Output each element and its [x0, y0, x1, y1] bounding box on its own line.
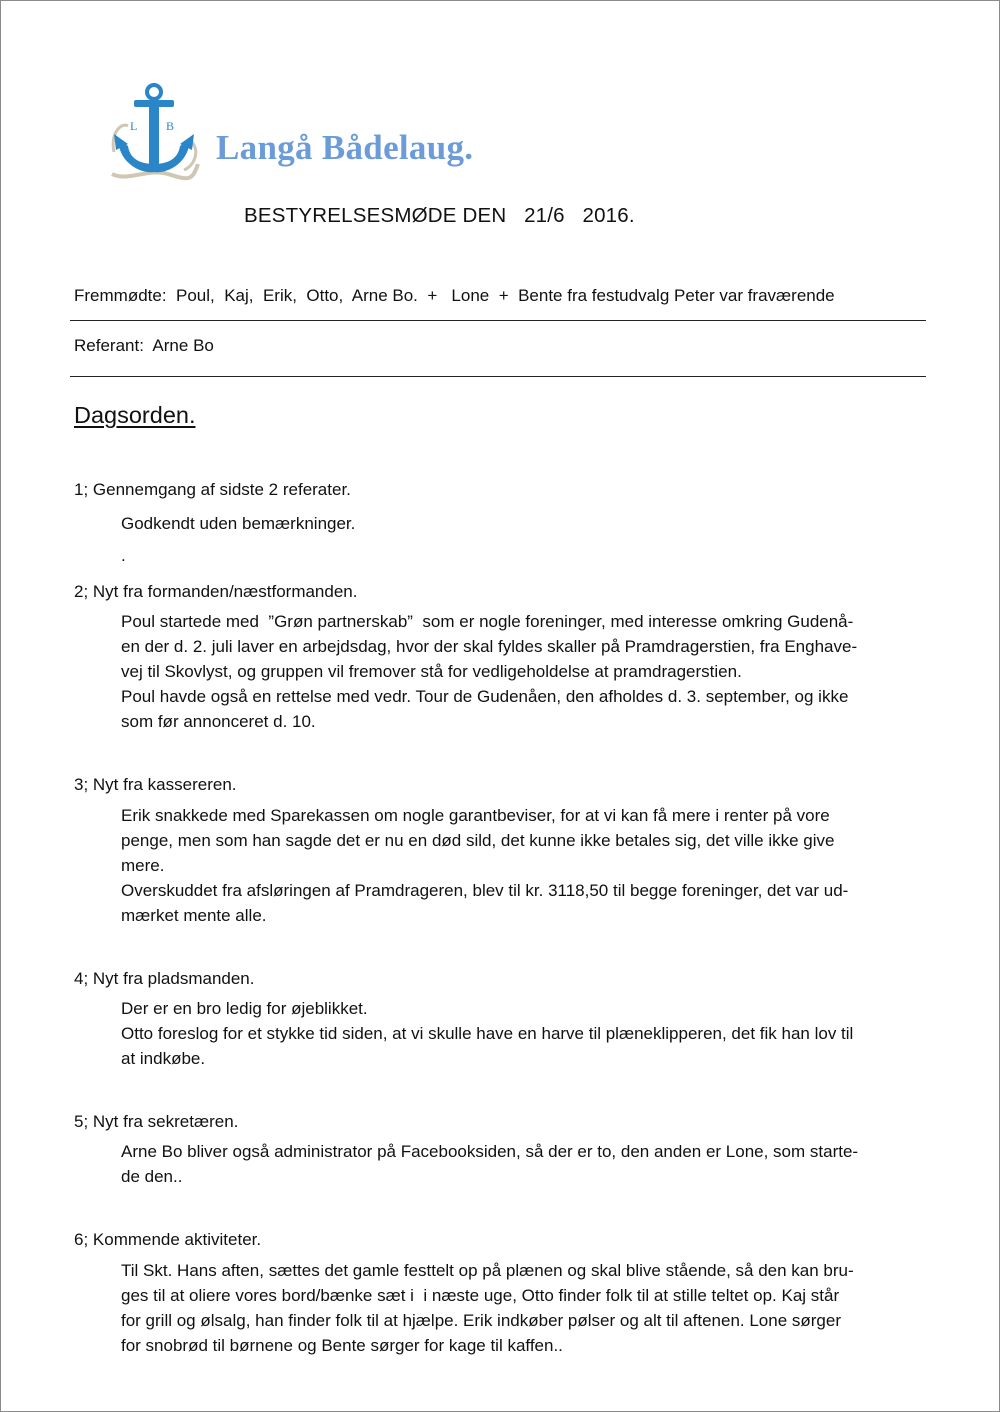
agenda-item-body: Godkendt uden bemærkninger.	[121, 514, 356, 533]
agenda-item-heading: 3; Nyt fra kassereren.	[74, 775, 237, 794]
agenda-item-body: Erik snakkede med Sparekassen om nogle garantbeviser, for at vi kan få mere i renter på vore penge, men som han sagde det er nu en død sild, det kunne ikke betales sig, det ville ikke give mere. Overskuddet fra afsløringen af Pramdrageren, blev til kr. 3118,50 til begge foreninger, det var ud- mærket mente alle.	[121, 806, 849, 925]
stray-dot: .	[121, 546, 126, 565]
agenda-item-body: Til Skt. Hans aften, sættes det gamle festtelt op på plænen og skal blive stående, så den kan bru- ges til at oliere vores bord/bænke sæt i i næste uge, Otto finder folk til at stille teltet op. Kaj står for grill og ølsalg, han finder folk til at hjælpe. Erik indkøber pølser og alt til aftenen. Lone sørger for snobrød til børnene og Bente sørger for kage til kaffen..	[121, 1261, 854, 1355]
divider-bottom	[70, 376, 926, 377]
attendees-line: Fremmødte: Poul, Kaj, Erik, Otto, Arne Bo. + Lone + Bente fra festudvalg Peter var fraværende	[74, 286, 835, 305]
referent-line: Referant: Arne Bo	[74, 336, 214, 355]
org-name: Langå Bådelaug.	[216, 128, 474, 167]
agenda-item-heading: 6; Kommende aktiviteter.	[74, 1230, 262, 1249]
agenda-item-body: Poul startede med ”Grøn partnerskab” som er nogle foreninger, med interesse omkring Gudenå- en der d. 2. juli laver en arbejdsdag, hvor der skal fyldes skaller på Pramdragerstien, fra Enghave- vej til Skovlyst, og gruppen vil fremover stå for vedligeholdelse at pramdragerstien. Poul havde også en rettelse med vedr. Tour de Gudenåen, den afholdes d. 3. september, og ikke som før annonceret d. 10.	[121, 612, 858, 731]
agenda-item-heading: 1; Gennemgang af sidste 2 referater.	[74, 480, 351, 499]
logo-letter-l: L	[130, 119, 138, 133]
meeting-title: BESTYRELSESMØDE DEN 21/6 2016.	[244, 204, 635, 227]
agenda-item-heading: 4; Nyt fra pladsmanden.	[74, 969, 255, 988]
logo-letter-b: B	[166, 119, 175, 133]
agenda-item-heading: 5; Nyt fra sekretæren.	[74, 1112, 239, 1131]
agenda-item-body: Arne Bo bliver også administrator på Facebooksiden, så der er to, den anden er Lone, som starte- de den..	[121, 1142, 859, 1186]
agenda-item-heading: 2; Nyt fra formanden/næstformanden.	[74, 582, 358, 601]
anchor-logo-icon	[108, 82, 200, 186]
agenda-heading: Dagsorden.	[74, 402, 196, 428]
divider-top	[70, 320, 926, 321]
agenda-item-body: Der er en bro ledig for øjeblikket. Otto foreslog for et stykke tid siden, at vi skulle have en harve til plæneklipperen, det fik han lov til at indkøbe.	[121, 999, 854, 1068]
